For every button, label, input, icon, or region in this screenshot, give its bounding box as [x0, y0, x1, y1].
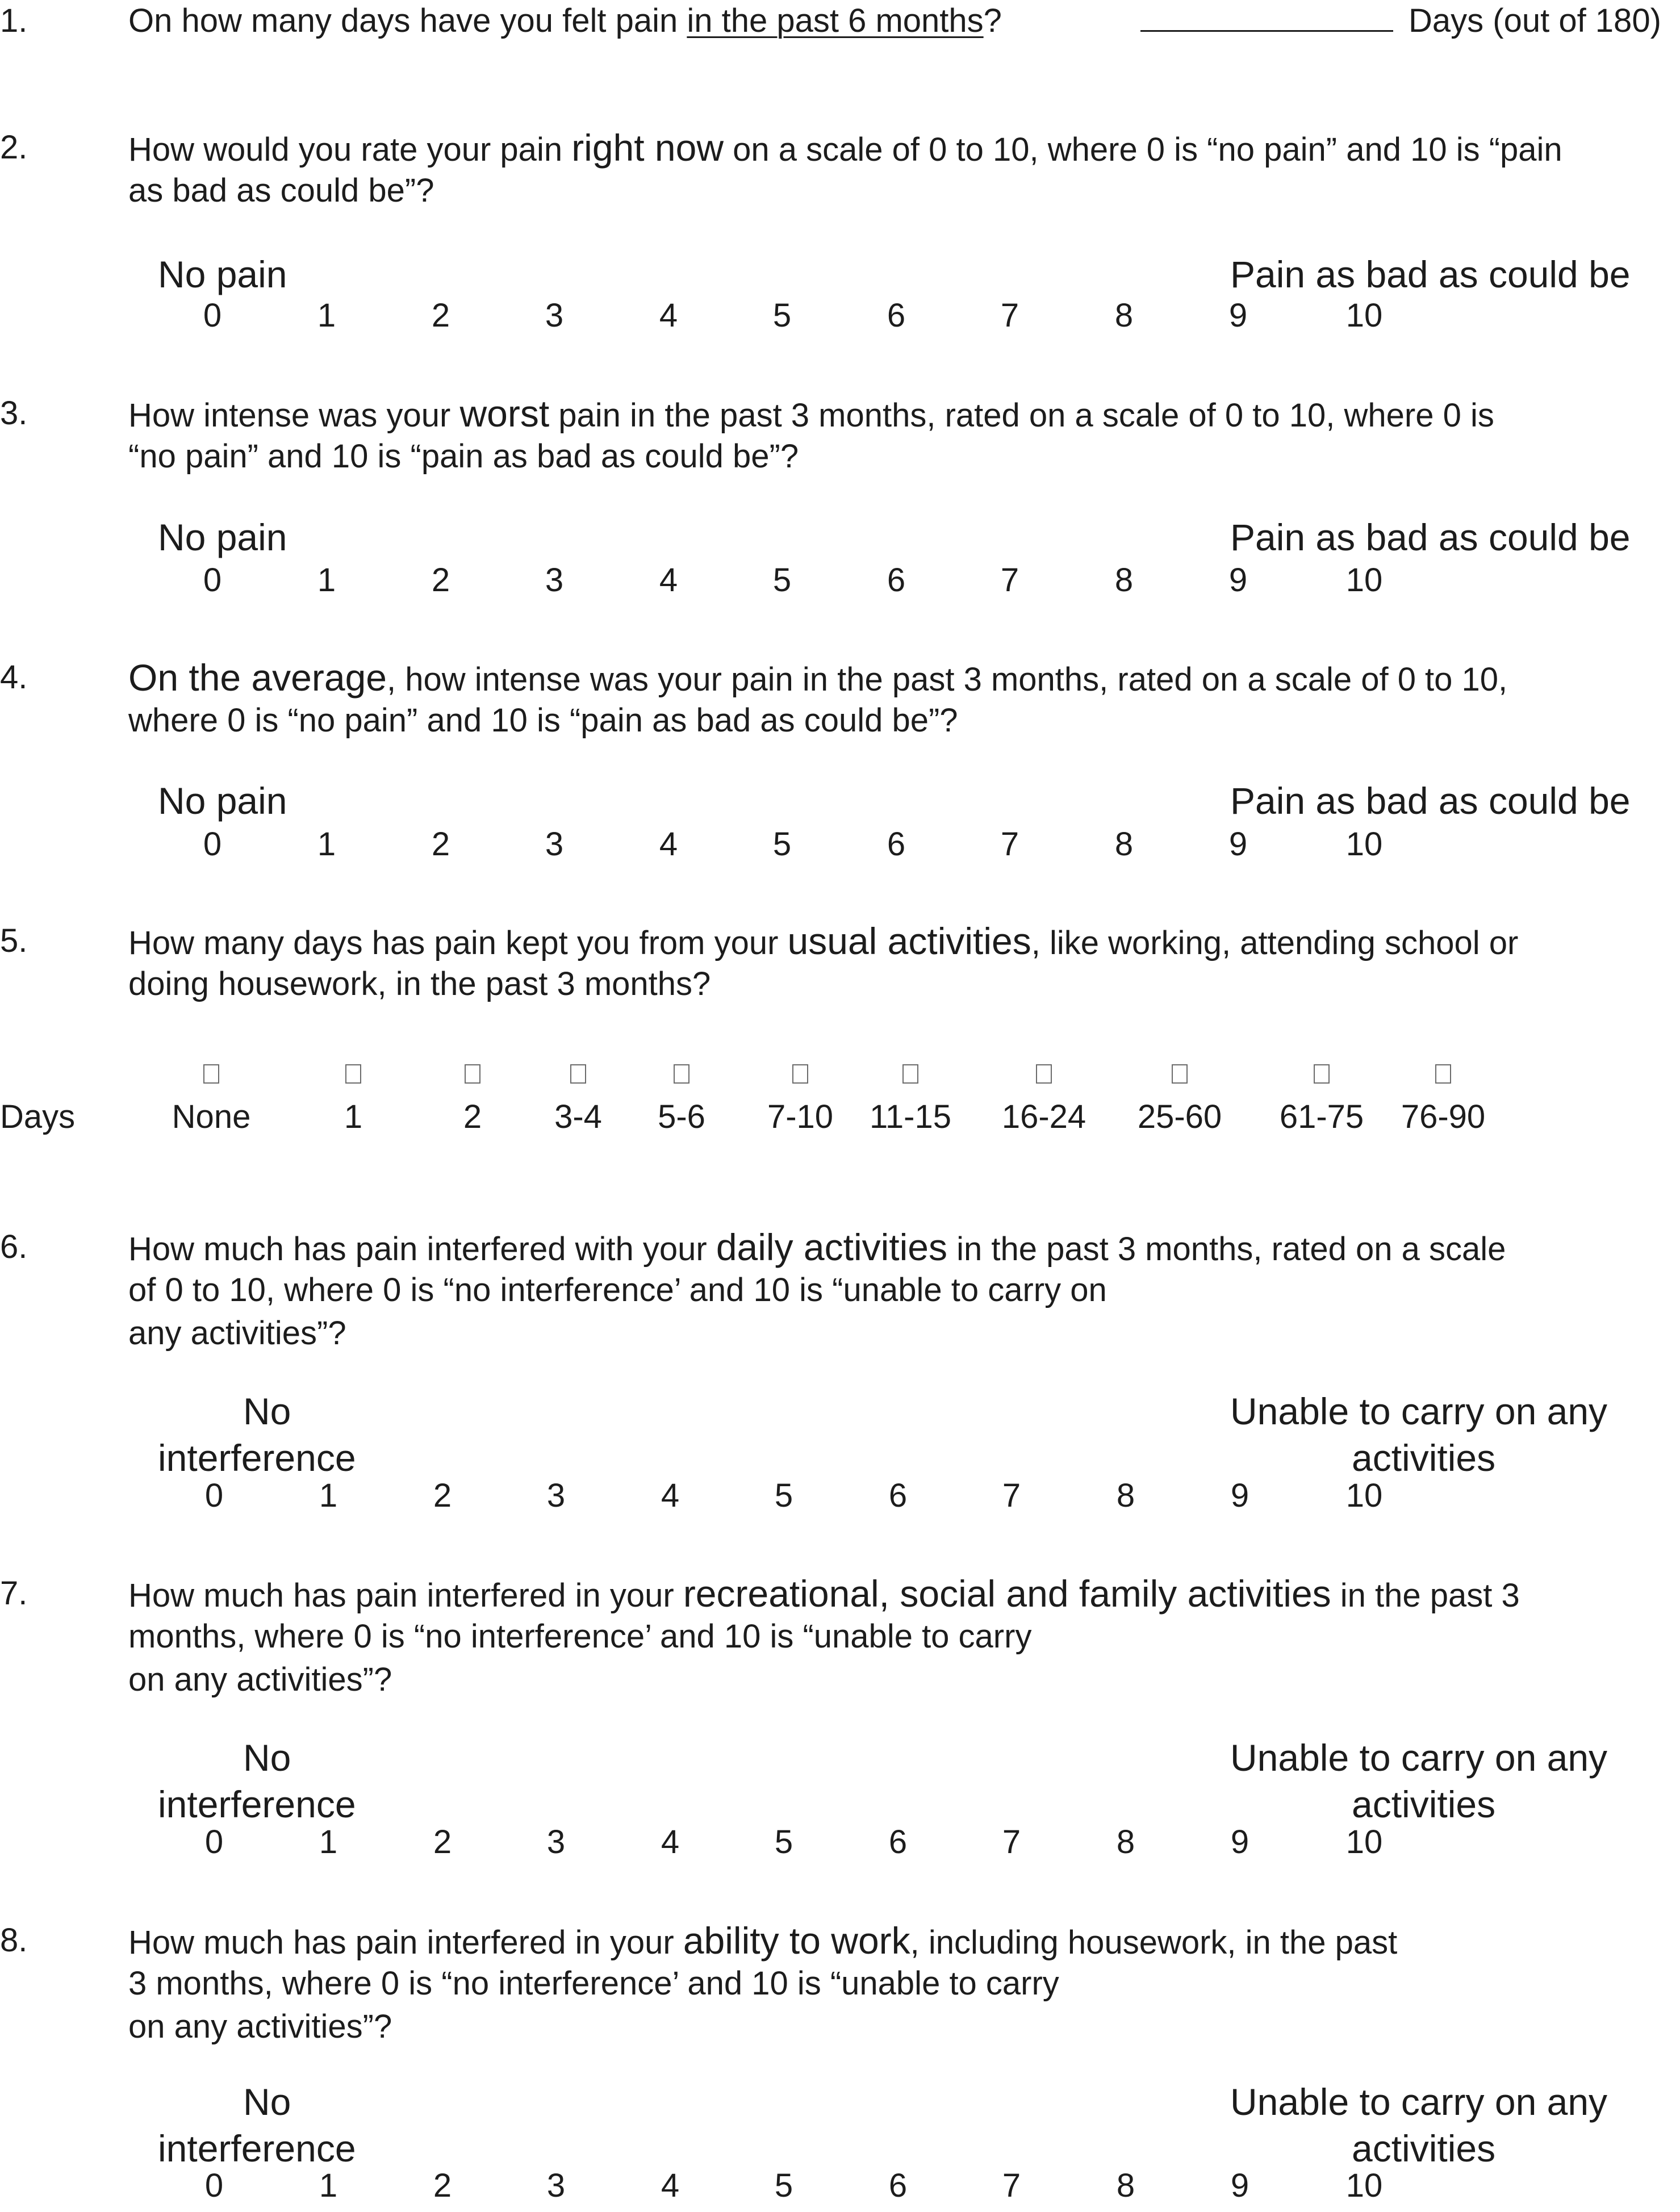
- scale-option-0[interactable]: 0: [204, 2167, 224, 2204]
- scale-option-1[interactable]: 1: [319, 1824, 338, 1860]
- scale-option-3[interactable]: 3: [545, 562, 564, 599]
- option-label: 2: [463, 1098, 482, 1135]
- question-text-line-2: “no pain” and 10 is “pain as bad as could be”?: [128, 438, 799, 475]
- low-anchor: No pain: [158, 516, 287, 558]
- rating-scale: [0, 1477, 1680, 1522]
- question-text-line-2: 3 months, where 0 is “no interference’ and 10 is “unable to carry: [128, 1965, 1059, 2002]
- scale-option-0[interactable]: 0: [203, 826, 222, 863]
- scale-option-7[interactable]: 7: [1000, 297, 1019, 334]
- scale-option-1[interactable]: 1: [317, 297, 336, 334]
- scale-option-9[interactable]: 9: [1228, 562, 1248, 599]
- rating-scale: [0, 561, 1680, 607]
- low-anchor-line-1: No: [243, 1737, 291, 1779]
- scale-option-9[interactable]: 9: [1230, 1477, 1249, 1514]
- question-text: On the average, how intense was your pain in the past 3 months, rated on a scale of 0 to 10,: [128, 657, 1508, 699]
- high-anchor-line-1: Unable to carry on any: [1230, 2081, 1608, 2123]
- scale-option-4[interactable]: 4: [661, 1824, 680, 1860]
- scale-option-7[interactable]: 7: [1000, 826, 1019, 863]
- scale-option-4[interactable]: 4: [659, 562, 678, 599]
- scale-option-4[interactable]: 4: [661, 1477, 680, 1514]
- question-text-line-2: doing housework, in the past 3 months?: [128, 965, 711, 1002]
- scale-option-5[interactable]: 5: [772, 562, 792, 599]
- scale-option-7[interactable]: 7: [1000, 562, 1019, 599]
- rating-scale: [0, 296, 1680, 342]
- low-anchor-line-1: No: [243, 2081, 291, 2123]
- question-text-line-3: on any activities”?: [128, 1661, 392, 1698]
- days-answer-field[interactable]: [1140, 0, 1393, 42]
- scale-option-2[interactable]: 2: [433, 1824, 452, 1860]
- question-number: 4.: [0, 659, 28, 696]
- question-text-line-2: of 0 to 10, where 0 is “no interference’ and 10 is “unable to carry on: [128, 1272, 1107, 1308]
- scale-option-8[interactable]: 8: [1114, 562, 1134, 599]
- question-text: How much has pain interfered with your daily activities in the past 3 months, rated on a scale: [128, 1226, 1506, 1268]
- high-anchor-line-2: activities: [1352, 2127, 1496, 2169]
- scale-option-10[interactable]: 10: [1345, 2167, 1383, 2204]
- scale-option-8[interactable]: 8: [1116, 1824, 1135, 1860]
- scale-option-6[interactable]: 6: [887, 562, 906, 599]
- scale-option-5[interactable]: 5: [774, 1477, 793, 1514]
- scale-option-7[interactable]: 7: [1002, 2167, 1021, 2204]
- option-label: 76-90: [1401, 1098, 1486, 1135]
- scale-option-10[interactable]: 10: [1345, 1824, 1383, 1860]
- scale-option-5[interactable]: 5: [774, 2167, 793, 2204]
- scale-option-7[interactable]: 7: [1002, 1824, 1021, 1860]
- days-row-label: Days: [0, 1098, 76, 1135]
- scale-option-2[interactable]: 2: [431, 562, 450, 599]
- question-text: On how many days have you felt pain in the past 6 months?: [128, 2, 1002, 39]
- scale-option-3[interactable]: 3: [546, 1824, 566, 1860]
- question-text: How would you rate your pain right now on a scale of 0 to 10, where 0 is “no pain” and 10 is “pain: [128, 127, 1562, 169]
- question-text: How much has pain interfered in your ability to work, including housework, in the past: [128, 1920, 1398, 1962]
- scale-option-10[interactable]: 10: [1345, 297, 1383, 334]
- scale-option-0[interactable]: 0: [204, 1477, 224, 1514]
- rating-scale: [0, 1823, 1680, 1868]
- checkbox-5-6[interactable]: [674, 1064, 689, 1084]
- scale-option-10[interactable]: 10: [1345, 562, 1383, 599]
- checkbox-7-10[interactable]: [792, 1064, 808, 1084]
- question-number: 3.: [0, 395, 28, 432]
- question-number: 6.: [0, 1228, 28, 1265]
- low-anchor-line-2: interference: [158, 1783, 356, 1825]
- checkbox-3-4[interactable]: [570, 1064, 586, 1084]
- scale-option-10[interactable]: 10: [1345, 826, 1383, 863]
- option-label: 7-10: [767, 1098, 834, 1135]
- scale-option-6[interactable]: 6: [888, 2167, 908, 2204]
- scale-option-3[interactable]: 3: [546, 2167, 566, 2204]
- scale-option-9[interactable]: 9: [1228, 826, 1248, 863]
- checkbox-11-15[interactable]: [902, 1064, 918, 1084]
- scale-option-9[interactable]: 9: [1230, 1824, 1249, 1860]
- checkbox-none[interactable]: [203, 1064, 219, 1084]
- answer-blank-line[interactable]: [1140, 1, 1393, 32]
- scale-option-6[interactable]: 6: [888, 1824, 908, 1860]
- scale-option-0[interactable]: 0: [204, 1824, 224, 1860]
- question-number: 7.: [0, 1575, 28, 1612]
- scale-option-8[interactable]: 8: [1116, 1477, 1135, 1514]
- scale-option-6[interactable]: 6: [887, 297, 906, 334]
- scale-option-5[interactable]: 5: [772, 297, 792, 334]
- question-number: 2.: [0, 129, 28, 166]
- rating-scale: [0, 825, 1680, 871]
- scale-option-3[interactable]: 3: [545, 826, 564, 863]
- question-text: How many days has pain kept you from your usual activities, like working, attending school or: [128, 920, 1519, 962]
- scale-option-8[interactable]: 8: [1116, 2167, 1135, 2204]
- checkbox-1[interactable]: [345, 1064, 361, 1084]
- checkbox-16-24[interactable]: [1036, 1064, 1052, 1084]
- scale-option-9[interactable]: 9: [1228, 297, 1248, 334]
- scale-option-1[interactable]: 1: [317, 562, 336, 599]
- checkbox-61-75[interactable]: [1314, 1064, 1330, 1084]
- scale-option-4[interactable]: 4: [659, 297, 678, 334]
- scale-option-4[interactable]: 4: [659, 826, 678, 863]
- question-text-line-3: any activities”?: [128, 1315, 346, 1352]
- option-label: None: [172, 1098, 251, 1135]
- question-number: 5.: [0, 922, 28, 959]
- high-anchor: Pain as bad as could be: [1230, 780, 1631, 822]
- scale-option-6[interactable]: 6: [888, 1477, 908, 1514]
- low-anchor: No pain: [158, 780, 287, 822]
- checkbox-25-60[interactable]: [1172, 1064, 1188, 1084]
- low-anchor-line-2: interference: [158, 1437, 356, 1479]
- scale-option-4[interactable]: 4: [661, 2167, 680, 2204]
- rating-scale: [0, 2167, 1680, 2212]
- option-label: 61-75: [1279, 1098, 1364, 1135]
- scale-option-3[interactable]: 3: [545, 297, 564, 334]
- question-text-line-2: months, where 0 is “no interference’ and 10 is “unable to carry: [128, 1618, 1032, 1655]
- low-anchor-line-1: No: [243, 1390, 291, 1432]
- scale-option-6[interactable]: 6: [887, 826, 906, 863]
- question-text-line-2: as bad as could be”?: [128, 172, 434, 209]
- scale-option-8[interactable]: 8: [1114, 826, 1134, 863]
- question-text-line-3: on any activities”?: [128, 2008, 392, 2045]
- high-anchor-line-2: activities: [1352, 1437, 1496, 1479]
- scale-option-5[interactable]: 5: [772, 826, 792, 863]
- option-label: 1: [344, 1098, 363, 1135]
- answer-suffix: Days (out of 180): [1409, 2, 1661, 39]
- high-anchor: Pain as bad as could be: [1230, 253, 1631, 295]
- scale-option-2[interactable]: 2: [431, 826, 450, 863]
- question-number: 1.: [0, 2, 28, 39]
- high-anchor: Pain as bad as could be: [1230, 516, 1631, 558]
- high-anchor-line-1: Unable to carry on any: [1230, 1737, 1608, 1779]
- question-text-line-2: where 0 is “no pain” and 10 is “pain as bad as could be”?: [128, 702, 958, 739]
- high-anchor-line-2: activities: [1352, 1783, 1496, 1825]
- scale-option-1[interactable]: 1: [319, 2167, 338, 2204]
- option-label: 16-24: [1001, 1098, 1086, 1135]
- scale-option-5[interactable]: 5: [774, 1824, 793, 1860]
- question-number: 8.: [0, 1922, 28, 1959]
- option-label: 3-4: [554, 1098, 602, 1135]
- scale-option-9[interactable]: 9: [1230, 2167, 1249, 2204]
- scale-option-1[interactable]: 1: [317, 826, 336, 863]
- high-anchor-line-1: Unable to carry on any: [1230, 1390, 1608, 1432]
- scale-option-7[interactable]: 7: [1002, 1477, 1021, 1514]
- question-text: How intense was your worst pain in the past 3 months, rated on a scale of 0 to 10, where 0 is: [128, 392, 1494, 434]
- scale-option-2[interactable]: 2: [433, 1477, 452, 1514]
- scale-option-10[interactable]: 10: [1345, 1477, 1383, 1514]
- scale-option-3[interactable]: 3: [546, 1477, 566, 1514]
- checkbox-76-90[interactable]: [1435, 1064, 1451, 1084]
- scale-option-8[interactable]: 8: [1114, 297, 1134, 334]
- option-label: 5-6: [658, 1098, 705, 1135]
- scale-option-2[interactable]: 2: [431, 297, 450, 334]
- scale-option-0[interactable]: 0: [203, 562, 222, 599]
- checkbox-2[interactable]: [465, 1064, 480, 1084]
- low-anchor-line-2: interference: [158, 2127, 356, 2169]
- question-text: How much has pain interfered in your recreational, social and family activities in the past 3: [128, 1573, 1520, 1615]
- scale-option-0[interactable]: 0: [203, 297, 222, 334]
- option-label: 11-15: [869, 1098, 952, 1135]
- option-label: 25-60: [1137, 1098, 1222, 1135]
- scale-option-2[interactable]: 2: [433, 2167, 452, 2204]
- low-anchor: No pain: [158, 253, 287, 295]
- scale-option-1[interactable]: 1: [319, 1477, 338, 1514]
